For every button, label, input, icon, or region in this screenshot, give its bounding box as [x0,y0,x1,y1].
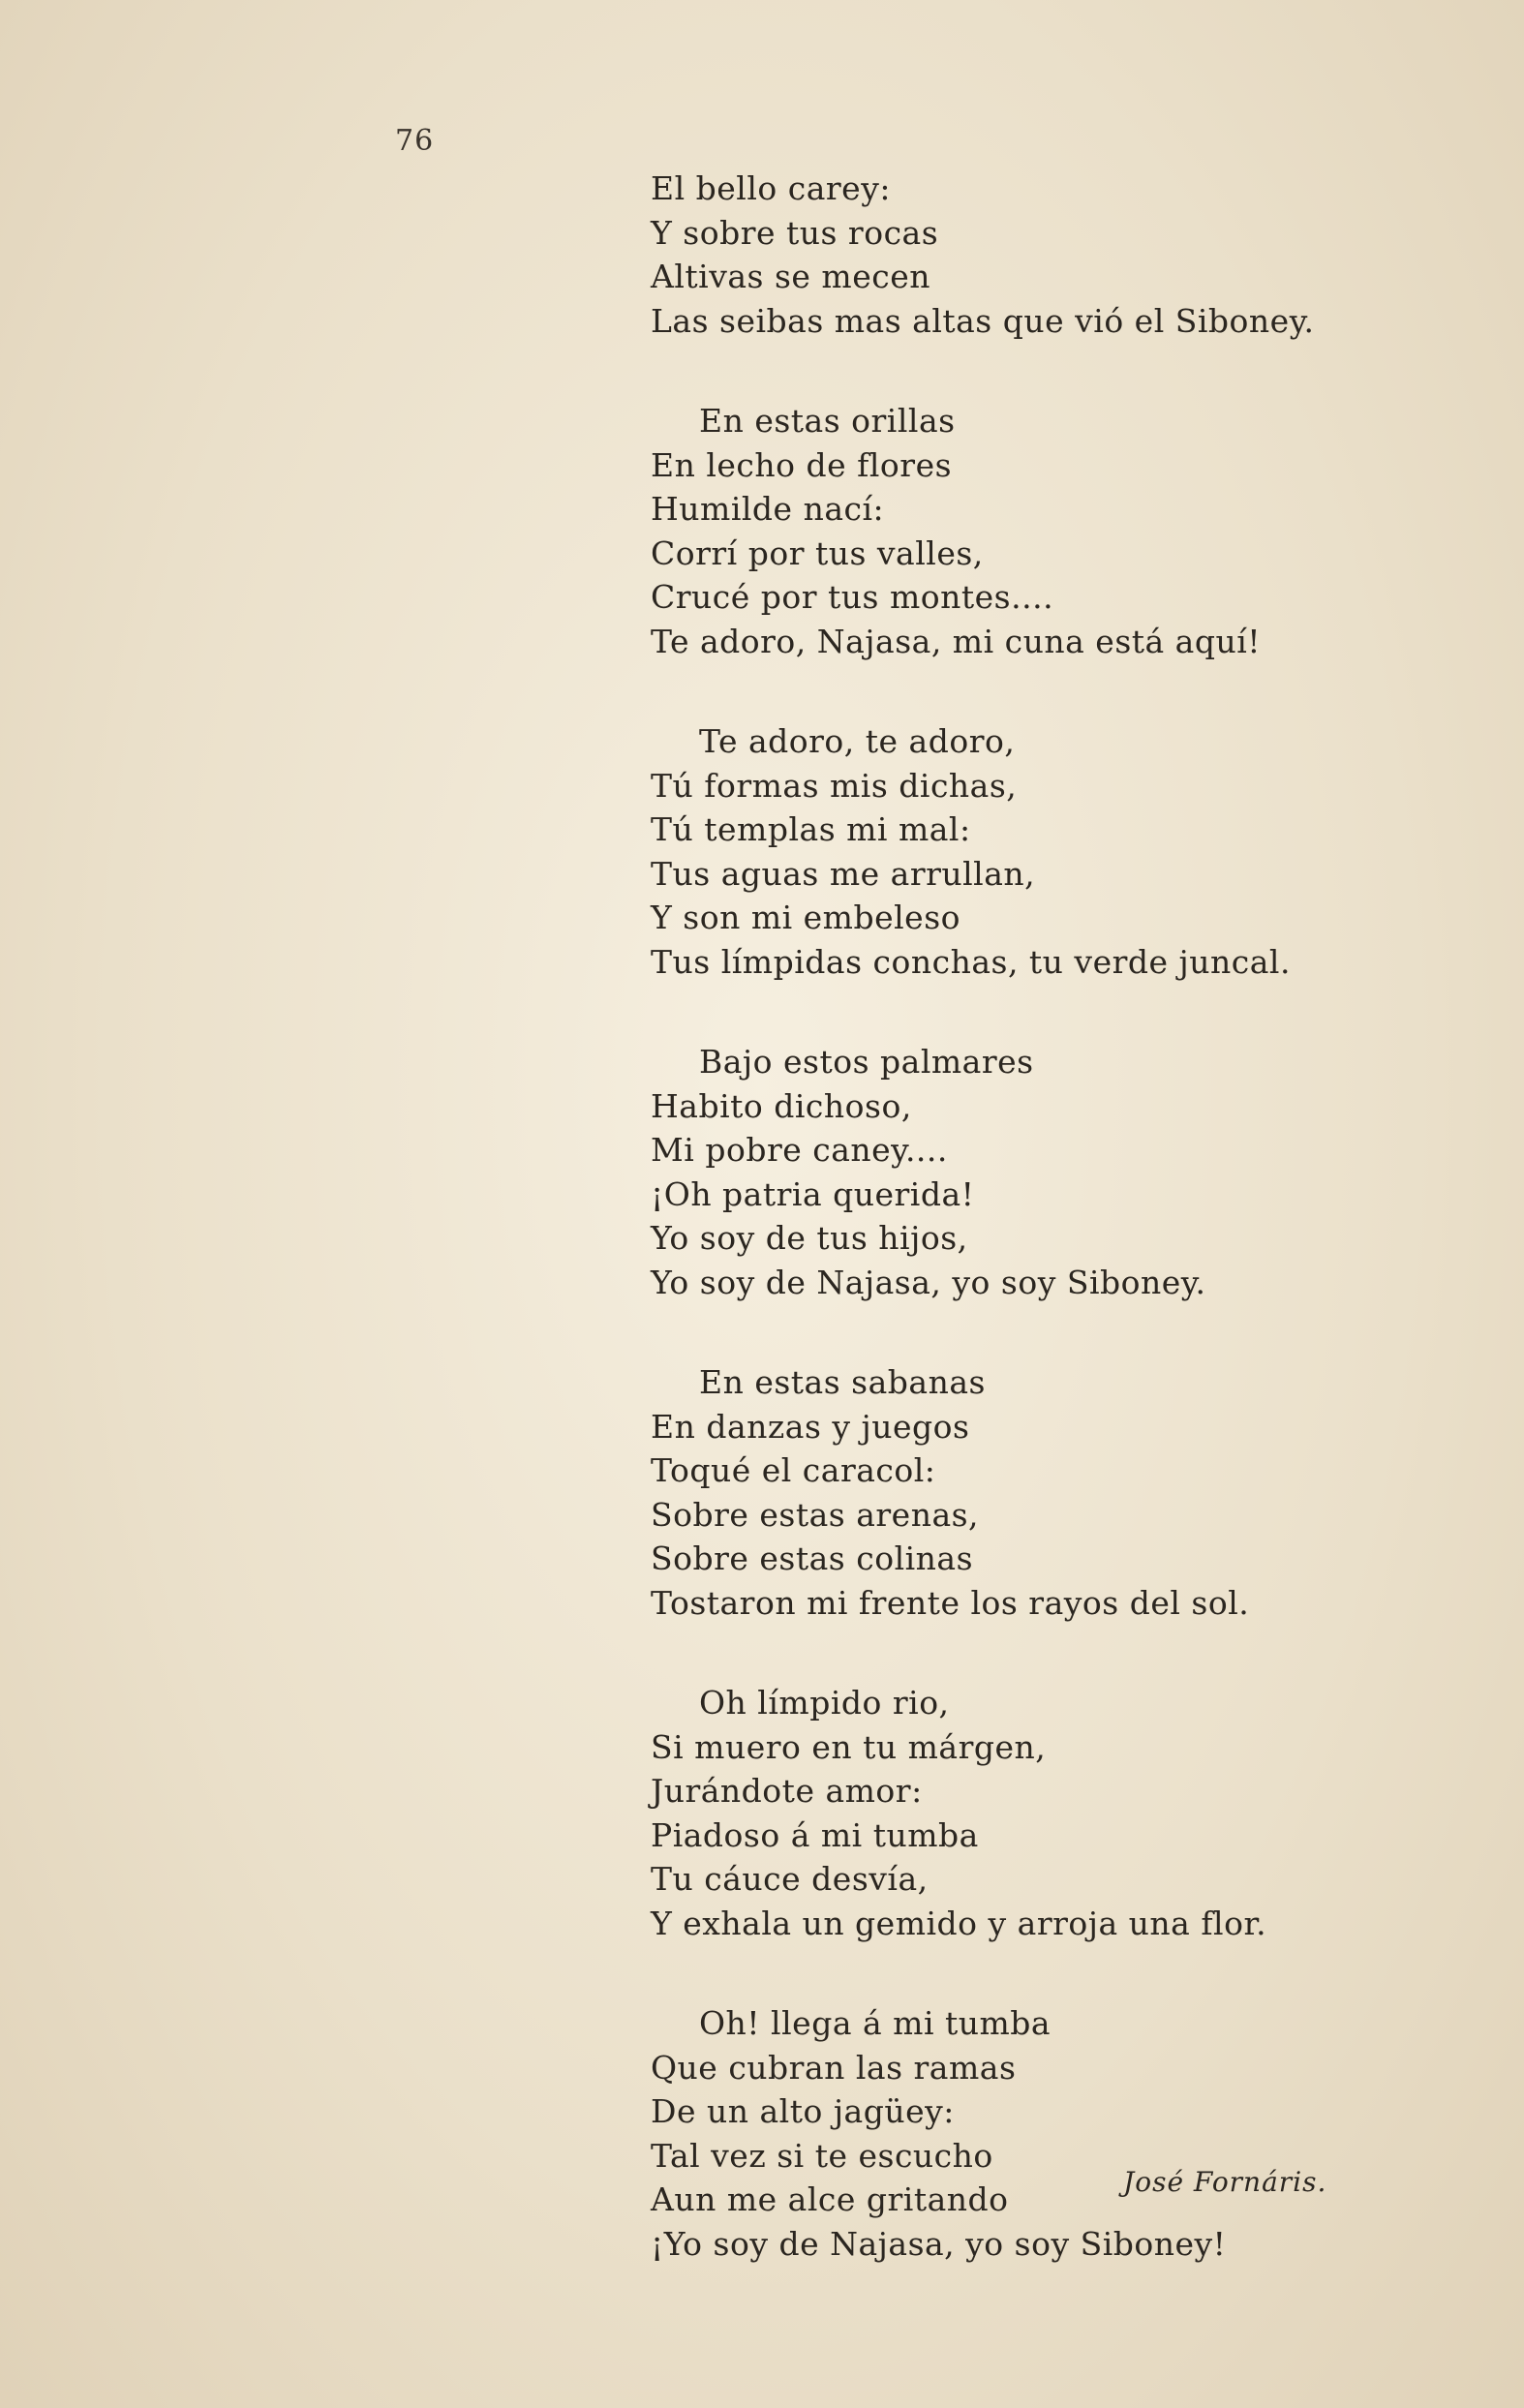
poem-line: Aun me alce gritando [651,2180,1009,2218]
poem-line: ¡Yo soy de Najasa, yo soy Siboney! [651,2224,1227,2263]
stanza [651,167,1406,343]
stanza [651,1681,1406,1945]
poem-line: Mi pobre caney.... [651,1131,948,1169]
poem-line: Oh límpido rio, [699,1684,950,1722]
poem-line: En danzas y juegos [651,1407,970,1446]
poem-line: De un alto jagüey: [651,2092,955,2130]
poem-line: Tus límpidas conchas, tu verde juncal. [651,942,1291,981]
author-signature: José Fornáris. [1123,2166,1327,2198]
poem-line: Y exhala un gemido y arroja una flor. [651,1904,1267,1942]
stanza [651,719,1406,984]
poem-line: Altivas se mecen [651,258,930,295]
stanza [651,399,1406,663]
poem-line: Las seibas mas altas que vió el Siboney. [651,301,1315,340]
poem-line: En estas orillas [699,402,956,440]
poem-line: Crucé por tus montes.... [651,578,1054,616]
poem-line: Sobre estas arenas, [651,1495,980,1534]
poem-line: El bello carey: [651,169,891,207]
poem-line: Tú formas mis dichas, [651,766,1018,805]
poem-line: Tu cáuce desvía, [651,1860,929,1898]
poem-line: Y son mi embeleso [651,899,961,936]
stanza [651,1040,1406,1304]
stanza [651,2001,1406,2266]
poem-line: Jurándote amor: [651,1772,923,1810]
poem-line: Que cubran las ramas [651,2048,1017,2087]
poem-body [651,167,1406,2322]
poem-line: ¡Oh patria querida! [651,1174,975,1213]
poem-line: En estas sabanas [699,1363,986,1401]
poem-line: Toqué el caracol: [651,1451,936,1489]
poem-line: Tus aguas me arrullan, [651,854,1036,893]
poem-line: Yo soy de Najasa, yo soy Siboney. [651,1263,1206,1301]
poem-line: Tostaron mi frente los rayos del sol. [651,1583,1250,1622]
poem-line: Corrí por tus valles, [651,533,984,572]
poem-line: Piadoso á mi tumba [651,1815,979,1854]
page-number: 76 [395,124,435,158]
poem-line: Bajo estos palmares [699,1043,1034,1081]
poem-line: Tú templas mi mal: [651,810,971,848]
poem-line: Tal vez si te escucho [651,2136,993,2175]
poem-line: Humilde nací: [651,490,885,528]
poem-line: Te adoro, Najasa, mi cuna está aquí! [651,622,1262,660]
poem-line: Si muero en tu márgen, [651,1727,1047,1766]
poem-line: Oh! llega á mi tumba [699,2004,1052,2042]
poem-line: Y sobre tus rocas [651,213,939,252]
poem-line: Habito dichoso, [651,1086,912,1125]
poem-line: Sobre estas colinas [651,1539,974,1577]
stanza [651,1360,1406,1625]
poem-line: Yo soy de tus hijos, [651,1219,968,1257]
poem-line: Te adoro, te adoro, [699,722,1016,760]
poem-line: En lecho de flores [651,445,953,484]
